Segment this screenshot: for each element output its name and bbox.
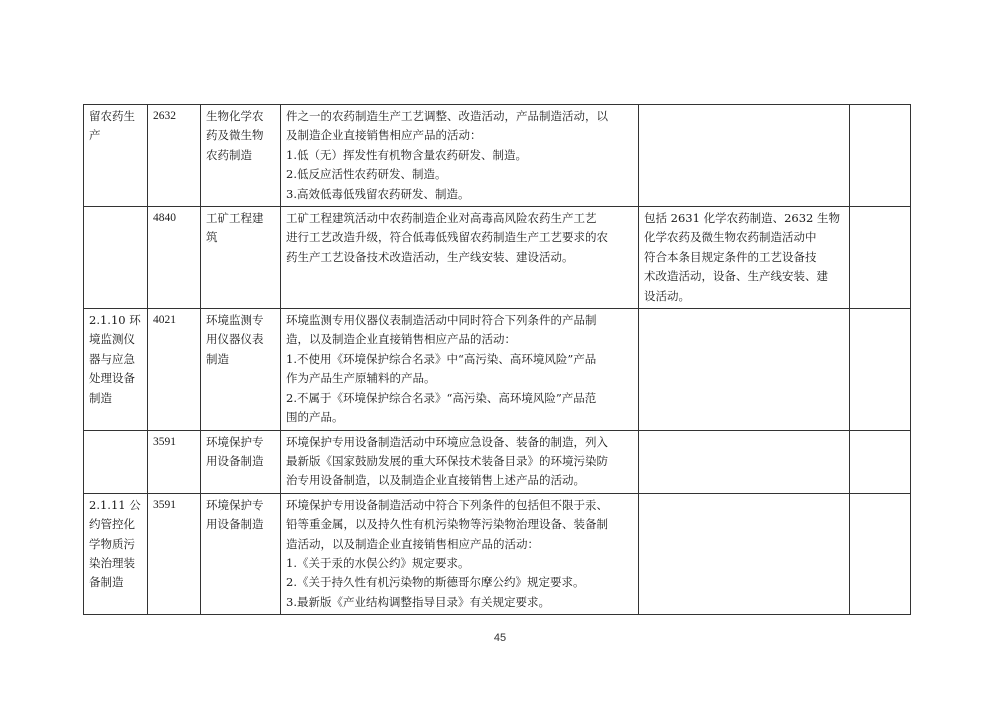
note-cell bbox=[639, 430, 850, 493]
activity-description-cell: 环境保护专用设备制造活动中符合下列条件的包括但不限于汞、 铅等重金属，以及持久性有机污染物等污染物治理设备、装备制 造活动，以及制造企业直接销售相应产品的活动： 1.《关于汞的水俣公约》规定要求。 2.《关于持久性有机污染物的斯德哥尔摩公约》规定要求。 3.最新版《产业结构调整指导目录》有关规定要求。 bbox=[281, 493, 639, 614]
note-cell bbox=[639, 309, 850, 430]
industry-code-cell: 3591 bbox=[148, 493, 201, 614]
table-row bbox=[84, 309, 911, 430]
activity-description-cell: 环境监测专用仪器仪表制造活动中同时符合下列条件的产品制 造，以及制造企业直接销售相应产品的活动： 1.不使用《环境保护综合名录》中“高污染、高环境风险”产品 作为产品生产原辅料的产品。 2.不属于《环境保护综合名录》“高污染、高环境风险”产品范 围的产品。 bbox=[281, 309, 639, 430]
industry-code-cell: 2632 bbox=[148, 105, 201, 207]
note-cell: 包括 2631 化学农药制造、2632 生物 化学农药及微生物农药制造活动中 符合本条目规定条件的工艺设备技 术改造活动，设备、生产线安装、建 设活动。 bbox=[639, 207, 850, 309]
activity-description-cell: 环境保护专用设备制造活动中环境应急设备、装备的制造，列入 最新版《国家鼓励发展的重大环保技术装备目录》的环境污染防 治专用设备制造，以及制造企业直接销售上述产品的活动。 bbox=[281, 430, 639, 493]
industry-code-cell: 4840 bbox=[148, 207, 201, 309]
note-cell bbox=[639, 493, 850, 614]
industry-name-cell: 环境监测专 用仪器仪表 制造 bbox=[201, 309, 281, 430]
activity-description-cell: 工矿工程建筑活动中农药制造企业对高毒高风险农药生产工艺 进行工艺改造升级，符合低毒低残留农药制造生产工艺要求的农 药生产工艺设备技术改造活动，生产线安装、建设活动。 bbox=[281, 207, 639, 309]
section-cell: 留农药生 产 bbox=[84, 105, 148, 207]
activity-description-cell: 件之一的农药制造生产工艺调整、改造活动，产品制造活动，以 及制造企业直接销售相应产品的活动： 1.低（无）挥发性有机物含量农药研发、制造。 2.低反应活性农药研发、制造。 3.高效低毒低残留农药研发、制造。 bbox=[281, 105, 639, 207]
table-row bbox=[84, 105, 911, 207]
industry-code-cell: 3591 bbox=[148, 430, 201, 493]
empty-cell bbox=[850, 309, 911, 430]
empty-cell bbox=[850, 430, 911, 493]
industry-code-cell: 4021 bbox=[148, 309, 201, 430]
industry-name-cell: 生物化学农 药及微生物 农药制造 bbox=[201, 105, 281, 207]
section-cell bbox=[84, 430, 148, 493]
section-cell: 2.1.10 环 境监测仪 器与应急 处理设备 制造 bbox=[84, 309, 148, 430]
empty-cell bbox=[850, 207, 911, 309]
industry-name-cell: 环境保护专 用设备制造 bbox=[201, 493, 281, 614]
empty-cell bbox=[850, 493, 911, 614]
industry-name-cell: 环境保护专 用设备制造 bbox=[201, 430, 281, 493]
table-row bbox=[84, 430, 911, 493]
note-cell bbox=[639, 105, 850, 207]
page-number: 45 bbox=[493, 632, 507, 644]
industry-catalog-table bbox=[83, 104, 911, 615]
section-cell: 2.1.11 公 约管控化 学物质污 染治理装 备制造 bbox=[84, 493, 148, 614]
section-cell bbox=[84, 207, 148, 309]
industry-name-cell: 工矿工程建 筑 bbox=[201, 207, 281, 309]
empty-cell bbox=[850, 105, 911, 207]
table-row bbox=[84, 207, 911, 309]
table-row bbox=[84, 493, 911, 614]
